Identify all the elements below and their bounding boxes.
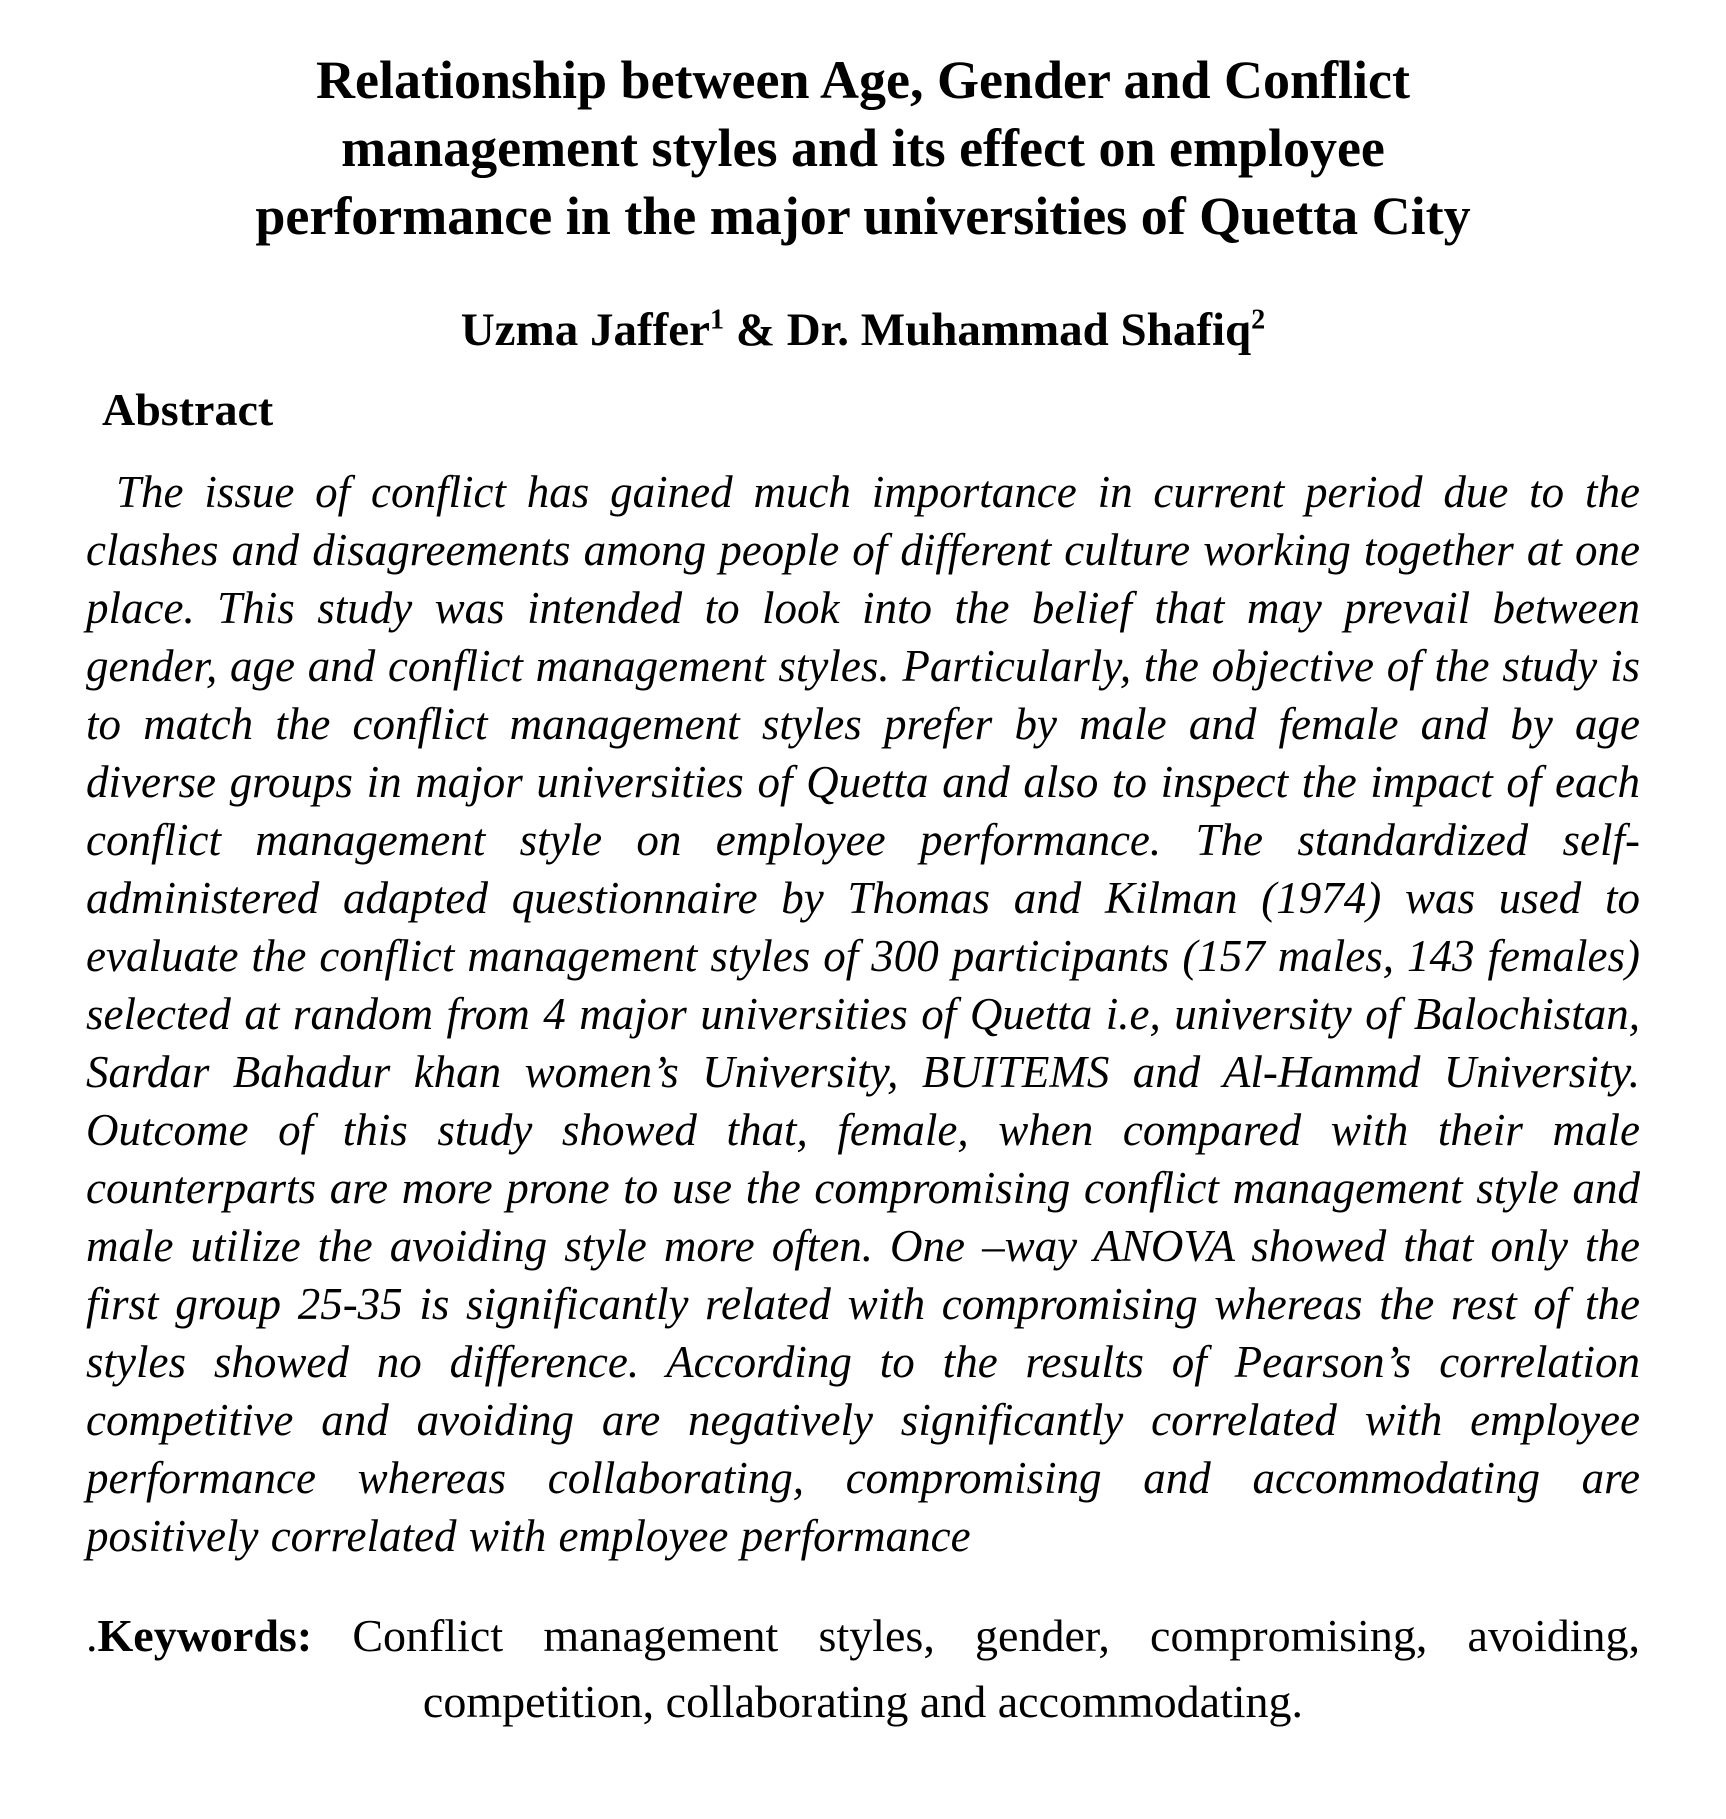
author-1-name: Uzma Jaffer [460, 304, 710, 357]
keywords-label: Keywords: [97, 1610, 313, 1662]
author-line [86, 302, 1640, 358]
keywords-leading-period: . [86, 1610, 98, 1662]
author-separator: & [724, 304, 787, 357]
author-2-name: Dr. Muhammad Shafiq [786, 304, 1252, 357]
keywords-text: Conflict management styles, gender, compromising, avoiding, competition, collaborating and accommodating. [352, 1610, 1641, 1728]
abstract-heading: Abstract [102, 384, 274, 436]
author-2-affiliation-superscript: 2 [1251, 304, 1266, 336]
keywords-block [86, 1603, 1640, 1735]
paper-title: Relationship between Age, Gender and Conflict management styles and its effect on employee performance in the major universities of Quetta City [255, 50, 1471, 247]
abstract-paragraph: The issue of conflict has gained much importance in current period due to the clashes and disagreements among people of different culture working together at one place. This study was intended to look into the belief that may prevail between gender, age and conflict management styles. Particularly, the objective of the study is to match the conflict management styles prefer by male and female and by age diverse groups in major universities of Quetta and also to inspect the impact of each conflict management style on employee performance. The standardized self-administered adapted questionnaire by Thomas and Kilman (1974) was used to evaluate the conflict management styles of 300 participants (157 males, 143 females) selected at random from 4 major universities of Quetta i.e, university of Balochistan, Sardar Bahadur khan women’s University, BUITEMS and Al-Hammd University. Outcome of this study showed that, female, when compared with their male counterparts are more prone to use the compromising conflict management style and male utilize the avoiding style more often. One –way ANOVA showed that only the first group 25-35 is significantly related with compromising whereas the rest of the styles showed no difference. According to the results of Pearson’s correlation competitive and avoiding are negatively significantly correlated with employee performance whereas collaborating, compromising and accommodating are positively correlated with employee performance [86, 467, 1640, 1562]
author-1-affiliation-superscript: 1 [709, 304, 725, 336]
